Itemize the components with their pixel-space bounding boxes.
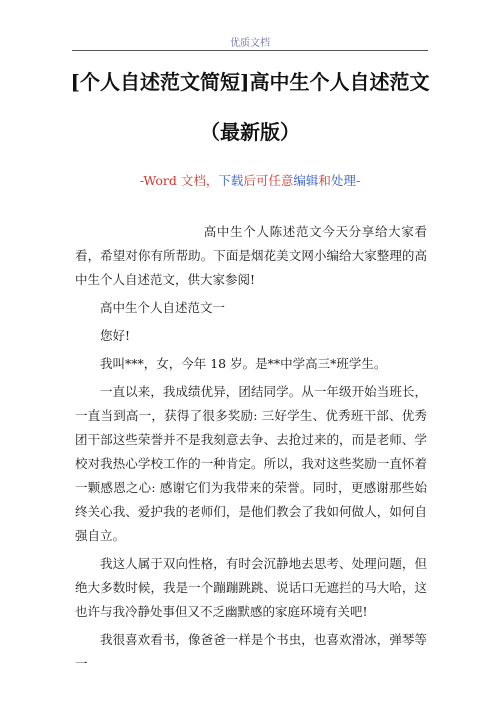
body-paragraph: 一直以来，我成绩优异，团结同学。从一年级开始当班长，一直当到高一，获得了很多奖励: 三好学生、优秀班干部、优秀团干部这些荣誉并不是我刻意去争、去抢过来的，而是老师、学校对我热心学校工作的一种肯定。所以，我对这些奖励一直怀着一颗感恩之心: 感谢它们为我带来的荣誉。同时，更感谢那些始终关心我、爱护我的老师们，是他们教会了我如何做人，如何自强自立。 xyxy=(75,384,427,543)
subtitle-then: 后可任意 xyxy=(243,173,294,188)
subtitle-word-doc: -Word 文档， xyxy=(139,173,219,188)
body-paragraph: 我很喜欢看书，像爸爸一样是个书虫，也喜欢滑冰，弹琴等一 xyxy=(75,632,427,671)
header-divider xyxy=(72,50,428,51)
body-paragraph: 我叫***，女，今年 18 岁。是**中学高三*班学生。 xyxy=(100,356,387,371)
intro-paragraph: 高中生个人陈述范文今天分享给大家看看，希望对你有所帮助。下面是烟花美文网小编给大家整理的高中生个人自述范文，供大家参阅! xyxy=(75,224,427,287)
subtitle-edit: 编辑 xyxy=(293,173,319,188)
header-label: 优质文档 xyxy=(230,38,270,49)
document-subtitle xyxy=(0,171,500,189)
subtitle-download: 下载 xyxy=(218,173,244,188)
greeting: 您好! xyxy=(100,328,131,343)
section-heading: 高中生个人自述范文一 xyxy=(100,300,226,315)
document-body xyxy=(75,220,427,680)
subtitle-and: 和 xyxy=(318,173,331,188)
document-title: [个人自述范文简短]高中生个人自述范文 xyxy=(70,70,430,94)
subtitle-dash: - xyxy=(355,173,361,188)
body-paragraph: 我这人属于双向性格，有时会沉静地去思考、处理问题，但绝大多数时候，我是一个蹦蹦跳跳、说话口无遮拦的马大哈，这也许与我冷静处事但又不乏幽默感的家庭环境有关吧! xyxy=(75,556,427,619)
subtitle-process: 处理 xyxy=(330,173,356,188)
document-title-edition: （最新版） xyxy=(200,120,300,144)
